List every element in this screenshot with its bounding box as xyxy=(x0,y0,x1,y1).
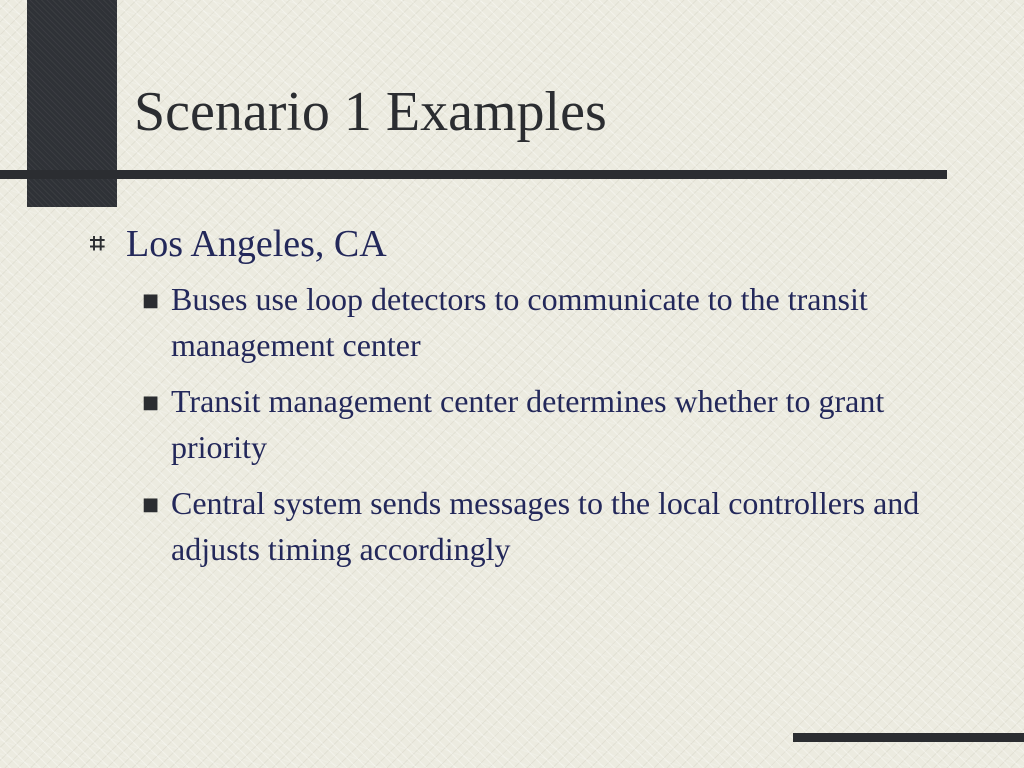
bottom-accent-rule xyxy=(793,733,1024,742)
square-bullet-icon: ■ xyxy=(142,391,160,413)
list-item-text: Central system sends messages to the local controllers and adjusts timing accordingly xyxy=(171,484,920,567)
square-bullet-icon: ■ xyxy=(142,493,160,515)
bullet-item-los-angeles xyxy=(90,222,970,268)
square-bullet-icon: ■ xyxy=(142,289,160,311)
list-item xyxy=(142,480,970,572)
list-item-text: Buses use loop detectors to communicate to the transit management center xyxy=(171,280,868,363)
sub-bullet-list xyxy=(90,276,970,572)
list-item xyxy=(142,378,970,470)
title-underline-rule xyxy=(0,170,947,179)
bullet-label: Los Angeles, CA xyxy=(126,223,387,265)
slide-title: Scenario 1 Examples xyxy=(134,81,607,143)
slide-content xyxy=(90,222,970,582)
list-item xyxy=(142,276,970,368)
hash-bullet-icon: ⌗ xyxy=(90,229,105,259)
list-item-text: Transit management center determines whether to grant priority xyxy=(171,382,885,465)
